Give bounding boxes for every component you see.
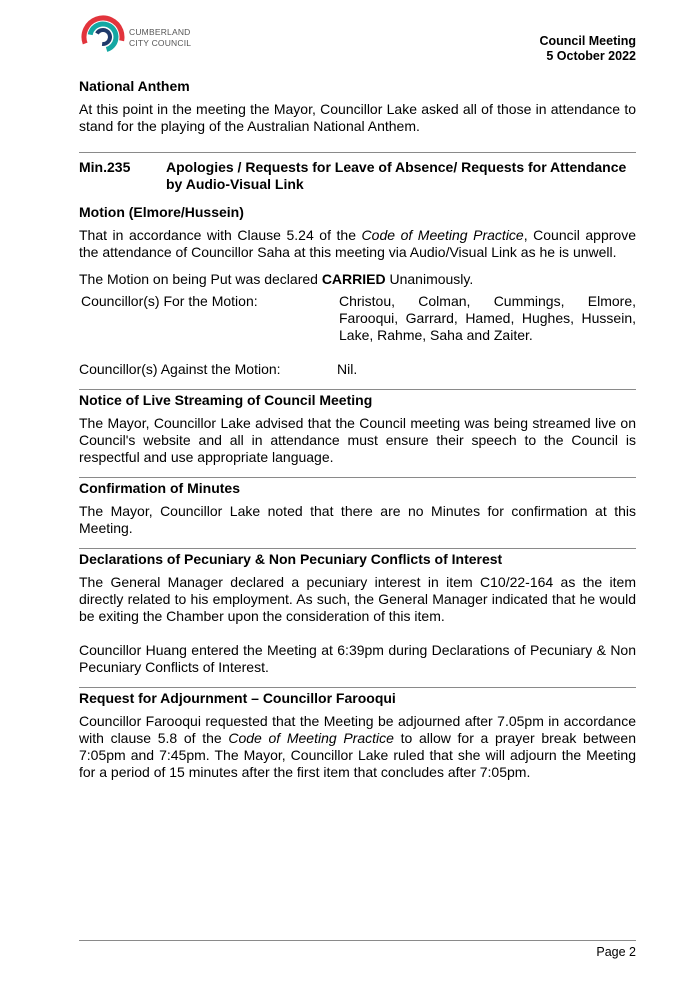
result-text-2: Unanimously. — [385, 271, 474, 287]
vote-for-names: Christou, Colman, Cummings, Elmore, Farooqui, Garrard, Hamed, Hughes, Hussein, Lake, Rahme, Saha and Zaiter. — [339, 293, 636, 343]
result-text-1: The Motion on being Put was declared — [79, 271, 322, 287]
meeting-title: Council Meeting — [539, 34, 636, 48]
section-divider — [79, 687, 636, 688]
min235-heading — [79, 159, 636, 193]
footer-divider — [79, 940, 636, 941]
confirmation-heading: Confirmation of Minutes — [79, 480, 240, 496]
streaming-body: The Mayor, Councillor Lake advised that the Council meeting was being streamed live on Council's website and all in attendance must ensure their speech to the Council is respectful and use appropriate language. — [79, 415, 636, 465]
adjournment-text-1: Councillor Farooqui requested that the Meeting be adjourned after 7.05pm in accordance with clause 5.8 of the — [79, 713, 636, 746]
anthem-body: At this point in the meeting the Mayor, Councillor Lake asked all of those in attendance to stand for the playing of the Australian National Anthem. — [79, 101, 636, 134]
council-logo — [80, 14, 210, 64]
logo-text — [129, 27, 191, 49]
vote-against-names: Nil. — [337, 361, 358, 377]
minute-title: Apologies / Requests for Leave of Absence/ Requests for Attendance by Audio-Visual Link — [166, 159, 627, 192]
streaming-heading: Notice of Live Streaming of Council Meeting — [79, 392, 373, 408]
result-carried: CARRIED — [321, 271, 386, 287]
confirmation-body: The Mayor, Councillor Lake noted that there are no Minutes for confirmation at this Meeting. — [79, 503, 636, 536]
motion-result — [79, 271, 636, 288]
adjournment-text-italic: Code of Meeting Practice — [228, 730, 394, 746]
motion-text-2: , Council approve the attendance of Councillor Saha at this meeting via Audio/Visual Link as he is unwell. — [79, 227, 636, 260]
page-header — [539, 34, 636, 64]
motion-text-1: That in accordance with Clause 5.24 of the — [79, 227, 362, 243]
vote-for-row — [79, 293, 636, 344]
adjournment-body — [79, 713, 636, 781]
anthem-heading: National Anthem — [79, 78, 190, 94]
vote-against-row — [79, 361, 636, 378]
minutes-content — [79, 78, 636, 781]
vote-for-label: Councillor(s) For the Motion: — [81, 293, 258, 309]
logo-line-1: CUMBERLAND — [129, 27, 191, 37]
declarations-body-2: Councillor Huang entered the Meeting at 6:39pm during Declarations of Pecuniary & Non Pecuniary Conflicts of Interest. — [79, 642, 636, 675]
section-divider — [79, 477, 636, 478]
vote-against-label: Councillor(s) Against the Motion: — [79, 361, 281, 377]
motion-heading: Motion (Elmore/Hussein) — [79, 204, 244, 220]
logo-line-2: CITY COUNCIL — [129, 38, 192, 48]
declarations-body-1: The General Manager declared a pecuniary interest in item C10/22-164 as the item directly related to his employment. As such, the General Manager indicated that he would be exiting the Chamber upon the consideration of this item. — [79, 574, 636, 624]
section-divider — [79, 152, 636, 153]
council-logo-mark-icon — [80, 14, 126, 60]
motion-body — [79, 227, 636, 261]
motion-text-italic: Code of Meeting Practice — [361, 227, 524, 243]
section-divider — [79, 548, 636, 549]
minute-number: Min.235 — [79, 159, 131, 175]
meeting-date: 5 October 2022 — [546, 49, 636, 63]
section-divider — [79, 389, 636, 390]
adjournment-heading: Request for Adjournment – Councillor Farooqui — [79, 690, 396, 706]
declarations-heading: Declarations of Pecuniary & Non Pecuniary Conflicts of Interest — [79, 551, 503, 567]
page-number: Page 2 — [596, 945, 636, 959]
adjournment-text-2: to allow for a prayer break between 7:05pm and 7:45pm. The Mayor, Councillor Lake ruled that she will adjourn the Meeting for a period of 15 minutes after the first item that concludes after 7:05pm. — [79, 730, 636, 780]
